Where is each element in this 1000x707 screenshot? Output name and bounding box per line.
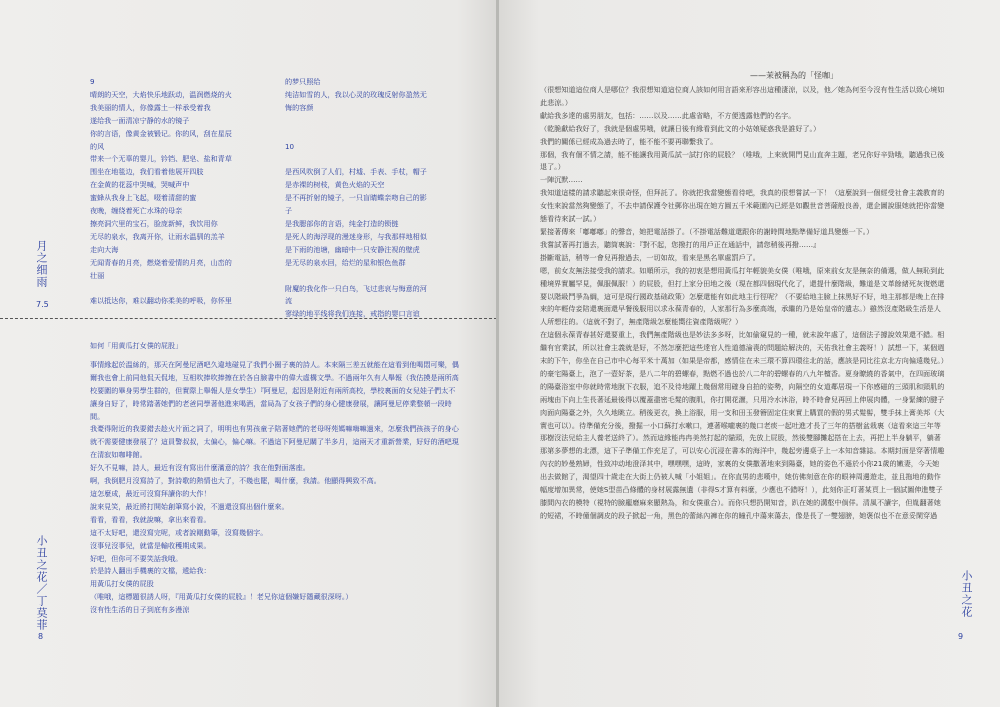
page-number-right: 9 [958,632,964,641]
poem-number-10: 10 [285,141,295,151]
story-paragraph: 緊接著傳來「嘟嘟嘟」的聲音，她把電話掛了。（不掛電話難道還跟你的謝時間地點準備好道具變態一下。） [540,226,874,236]
story-paragraph: 我憂得附近的我要錯去趁火片面之詞了，明明也有男孩童子陪著她們的老母呀苑媽嘛嗨嘛過來，怎麼我們孩孩子的身心就不需要健康發展了？這員警叔叔，太偏心，偏心嘛。不過這下阿曼尼關了半多月，這兩天才重新營業，好好的酒吧現在清寂如咖啡館。 [90,424,459,460]
poem-line: 难以抵达你，难以翻动你柔美的呼吸，你怀里 [90,296,232,306]
poem-line: 是西风吹倒了人们，村墟、手表、手杖，帽子 [285,167,427,177]
poem-column-2 [285,76,460,321]
poem-line: 是死人的海浮现的漫迷身形，与我那样地相似 [285,231,427,241]
left-page [0,0,497,707]
story-paragraph: 獻給我多達的處男朋友，包括：……以及……此處省略，不方便透露他們的名字。 [540,110,796,120]
side-label-moon-rain: 月之细雨 [35,240,48,288]
story-paragraph: 這怎麼成，最近可沒寫拜讀你的大作！ [90,488,211,498]
poem-line: 是赤裸的树枝，黄色火焰的天空 [285,180,385,190]
poem-line: 是下雨的池塘，幽暗中一只安静注视的壁虎 [285,244,420,254]
story-paragraph: 好吧，但你可不要笑話我哦。 [90,553,183,563]
story-paragraph: 沒有性生活的日子到底有多漫涼 [90,605,190,615]
poem-line: 遂给我一面清凉宁静的水的镜子 [90,115,190,125]
story-paragraph: 沒事兒沒事兒，就當是輸收穫期成果。 [90,540,211,550]
poem-line: 蜜蜂从我身上飞起，啜着清甜的蜜 [90,193,197,203]
poem-line: 悔的容颜 [285,102,314,112]
poem-line [285,153,460,166]
side-label-clown-flower-author: 小丑之花／丁莫菲 [35,535,48,631]
story-body [90,340,460,617]
story-paragraph: 我知道這樣的請求聽起來很奇怪，但拜託了。你就把我當變態看待吧，我真的很想嘗試一下！（這麼說到一個經受社會主義教育的女性來說當然夠變態了，不去申請保護令社郵你出現在她方圓五千米範圍內已經是如觀世音菩薩般良善，還企圖說服她就把你當變態看待來試一試。） [540,188,945,224]
poem-line: 流 [285,296,293,306]
dashed-divider [0,318,497,319]
poem-line: 是无尽的泉水回，给烂的星和银色鱼群 [285,257,406,267]
poem-column-1 [90,76,272,308]
story-paragraph: 一陣沉默…… [540,175,583,185]
story-paragraph: 用黃瓜打女僕的屁股 [90,579,154,589]
right-story-body [540,84,945,523]
poem-line: 我美丽的情人，你像露土一样承受着我 [90,102,211,112]
story-paragraph: 那個，我有個不情之請，能不能讓我用黃瓜試一試打你的屁股？（唯哦，上來就開門見山直奔主題，老兄你好辛勁哦，聽過我已後退了。） [540,149,945,172]
story-paragraph: 說來見笑，最近將打開始創筆寫小說，不過還沒寫出個什麼來。 [90,501,289,511]
story-title: 如何「用黄瓜打女僕的屁股」 [90,341,183,350]
story-paragraph: 看看，看看，我就說嘛，拿出來看看。 [90,514,211,524]
poem-line [90,283,272,296]
poem-line: 无闻青春的月亮，燃烧着爱情的月亮，山峦的 [90,257,232,267]
poem-line: 晴朗的天空，大焰快乐地跃动，温润燃烧的火 [90,89,232,99]
poem-line: 夜晚，缠绕着死亡水珠的母亲 [90,206,183,216]
page-number-left: 8 [38,632,44,641]
story-paragraph: （很想知道這位商人是哪位？我很想知道這位商人該如何用言語來形容出這種淒涼，以及，他／她為何至今沒有性生活以致心境如此悲涼。） [540,85,945,107]
story-paragraph: 掛斷電話，稍等一會兒再撥過去，一切如故，看來是黑名單處罰戶了。 [540,252,760,262]
story-paragraph: 事情緣起於温絲的，那天在阿曼尼酒吧久違地碰見了我們小圈子裏的詩人。本來隔三差五就能在這看到他喝悶可樂，偶爾我也會上前同他侃天侃地，互相吹捧吹捧擦在於各自臉書中的偉大虛構文學。不過兩年久有人舉報（我估摸是兩所高校要圍的畢身男學生群的，但實際上舉報人是女學生）『阿曼尼，起因是附近有兩所高校，學校裏面的女兒娃子們太不讓身自好了，時常踏著她們的老爸同學著他進來喝酒，當局為了女孩子們的身心健康發展，讓阿曼尼停業整頓一段時間。 [90,359,459,421]
poem-line: 附魔的我化作一只白鸟，飞过悲哀与悔意的河 [285,283,427,293]
story-paragraph: （乾脆獻給我好了，我就是個處男哦，就讓日後有緣看到此文的小姑娘疑惑我是誰好了。） [540,123,821,133]
story-paragraph: 我們的關係已經成為過去時了，能不能不要再聯繫我了。 [540,136,718,146]
poem-line: 的风 [90,141,105,151]
poem-line: 子 [285,206,293,216]
story-paragraph: 在這個永葆青春甚好還要重上，我們無產階級也是妙法多多呀，比如偷窺見的一種，就未說年處了，這個法子據說效果還不錯。相繼有官業試，所以社會主義就是好，不然怎麼把這些達官人性道德淪喪的問題給解決的，天佑我社會主義呀！）試想一下，某個週末的下午，你坐在自己市中心每平米十萬加（如果是帝都，感情住在未三環不算四環往北的話，應該是同比往京北方向偏遠幾兒。）的豪宅陽臺上，泡了一壺好茶，是八二年的碧螺春，點燃不過也於八二年的碧螺春的八九年檀香。夏身瞭繞的香氣中，在四面玻璃的陽臺浴室中你就時常地脫下衣服，追不及待地躍上幾個常用確身自拍的姿勢，向隔空的女道鄰居現一下你感磁的三頭肌和頸肌的兩塊由下向上生長著延最後得以覆蓋盡密毛髮的腹肌，你打開花灑，只用冷水沐浴，時不時會兒再回上伸展肉體，一身緊練的腱子肉面向陽臺之外，久久地眺立。稍後更衣，換上浴服，用一支和田玉發簪固定住束實上購買的假的男式髮髻，雙手抹上膏美邦（大實也可以）。待準備充分後，撥掘一小口蘇打水嗽口，連著喉嚨裏的幾口老痰一起吐進才長了三年的搭樹盆栽裏（這看來這三年等那樹沒法兒給主人養老送終了）。然而這緣能冉冉美然打起的貓頭，先放上屁股，然後雙腳攤起搭在上去，再把上半身躺平，躺著那第多夢想的北漂，這下子準備工作充足了，可以安心沉浸在書本的海洋中，幾起旁邊桌子上一本知音雜誌。本期封面是穿著情趣內衣的妙曼熟婦，性致冲动地澄泽其中，嘿嘿嘿，這時，家裏的女僕撒著地來到陽臺，她的姿色不遜於小你21歲的嫩妻，今天她出去做館了，渴望四十歲走在大街上仍被人喊「小姐姐」。在你直男的悲嘆中，她仿佛刻意在你的眼神周邊遊走，並且拖地的動作幅度增加異常，使她S型苗凸條體的身材展露無遺（非得S才算有料麼，少應也不錯呀！），此刻你正叮著某頁上一個試圖伸進雙子膝間內衣的模特（視特的臉龐磨麻來顯熱為，和女僕重合）。而你只想扔開知音，趴在她的溝壑中倘佯。清風不讀字，但胤翻著她的短裙，不時僮個調皮的段子掀起一角，黑色的蕾絲內褲在你的瞳孔中蕩來蕩去，像是長了一雙翅膀，她褒似也不在意妥閑穿過 [540,330,945,520]
side-label-clown-flower: 小丑之花 [960,570,973,618]
poem-line: 擦亮洞穴里的宝石，脸庞新鲜，我饮用你 [90,218,218,228]
poem-line: 走向大海 [90,244,119,254]
poem-line: 你的言语，像黄金被锻记。你的风，刮在星辰 [90,128,232,138]
poem-line: 围坐在地毯边，我们看着他展开四肢 [90,167,204,177]
poem-line: 寥绿的地平线将我们连接，戒指的婴口言谊 [285,309,420,319]
poem-line [285,270,460,283]
poem-line [285,115,460,128]
story-paragraph: 我嘗試著再打過去，聽筒裏說：『對不起，您撥打的用戶正在通話中，請您稍後再撥……』 [540,239,821,249]
poem-line: 壮丽 [90,270,105,280]
story-paragraph: 於是詩人翻出手機裏的文檔，遞給我： [90,566,211,576]
poem-number-9: 9 [90,77,95,86]
poem-line: 的梦只照给 [285,77,321,86]
story-paragraph: 這不太好吧，還沒寫完呢，或者說剛動筆，沒寫幾個字。 [90,527,268,537]
poem-line: 纯洁如雪的人，我以心灵的玫瑰反射你盈然无 [285,89,427,99]
story-paragraph: 啊，我倒肥月沒寫詩了，對詩歌的熱情也大了，不幾也罷，喝什麼，我請。他顯得興致不高。 [90,476,381,486]
story-paragraph: 嗯，前女友無法接受我的請求。如順所示，我的初衷是想用黃瓜打年輕貌美女僕（唯哦，原來前女友是無奈的備選，做人無恥到此種境界實屬罕見，佩服佩服！）的屁股，但打上家分田地之後（現在都四個現代化了，還提什麼階級，難道是文革餘緒死灰復燃還要以階級鬥爭為綱，這可是現行國政基础政策）怎麼還能有如此地主行徑呢？（不要給地主臉上抹黑好不好，地主那都是晚上在排來的年輕侍妾陪還裏面還早餐後服用以求永葆青春的，人家那行為多麼高端，承繼的乃是始皇帝的遺志。）雖然沒產階級生活是人人所想往的。（這就不對了，無產階級怎麼能嚮往資產階級呢？） [540,265,945,327]
poem-line: 无尽的泉水，我离开你，让雨水温驯的羔羊 [90,231,225,241]
poem-line: 是我腮部你的言语，纯金打造的锁链 [285,218,399,228]
side-date: 7.5 [36,300,49,309]
story-paragraph: （唯哦，這標題很誘人呀，『用黃瓜打女僕的屁股』！老兄你這個嫌好隱藏很深呀。） [90,592,353,602]
story-paragraph: 好久不見嘛，詩人，最近有沒有寫出什麼滿意的詩？我在他對面落座。 [90,463,310,473]
poem-line: 是不再折射的镜子，一只盲睛蝶亲吻自己的影 [285,193,427,203]
poem-line [285,128,460,141]
poem-line: 带来一个无辜的婴儿，钤铛、肥皂、盐和青草 [90,154,232,164]
poem-line: 在金黄的花蕊中哭喊，哭喊声中 [90,180,190,190]
right-header-title: ——茉被稱為的「怪咖」 [750,71,838,80]
